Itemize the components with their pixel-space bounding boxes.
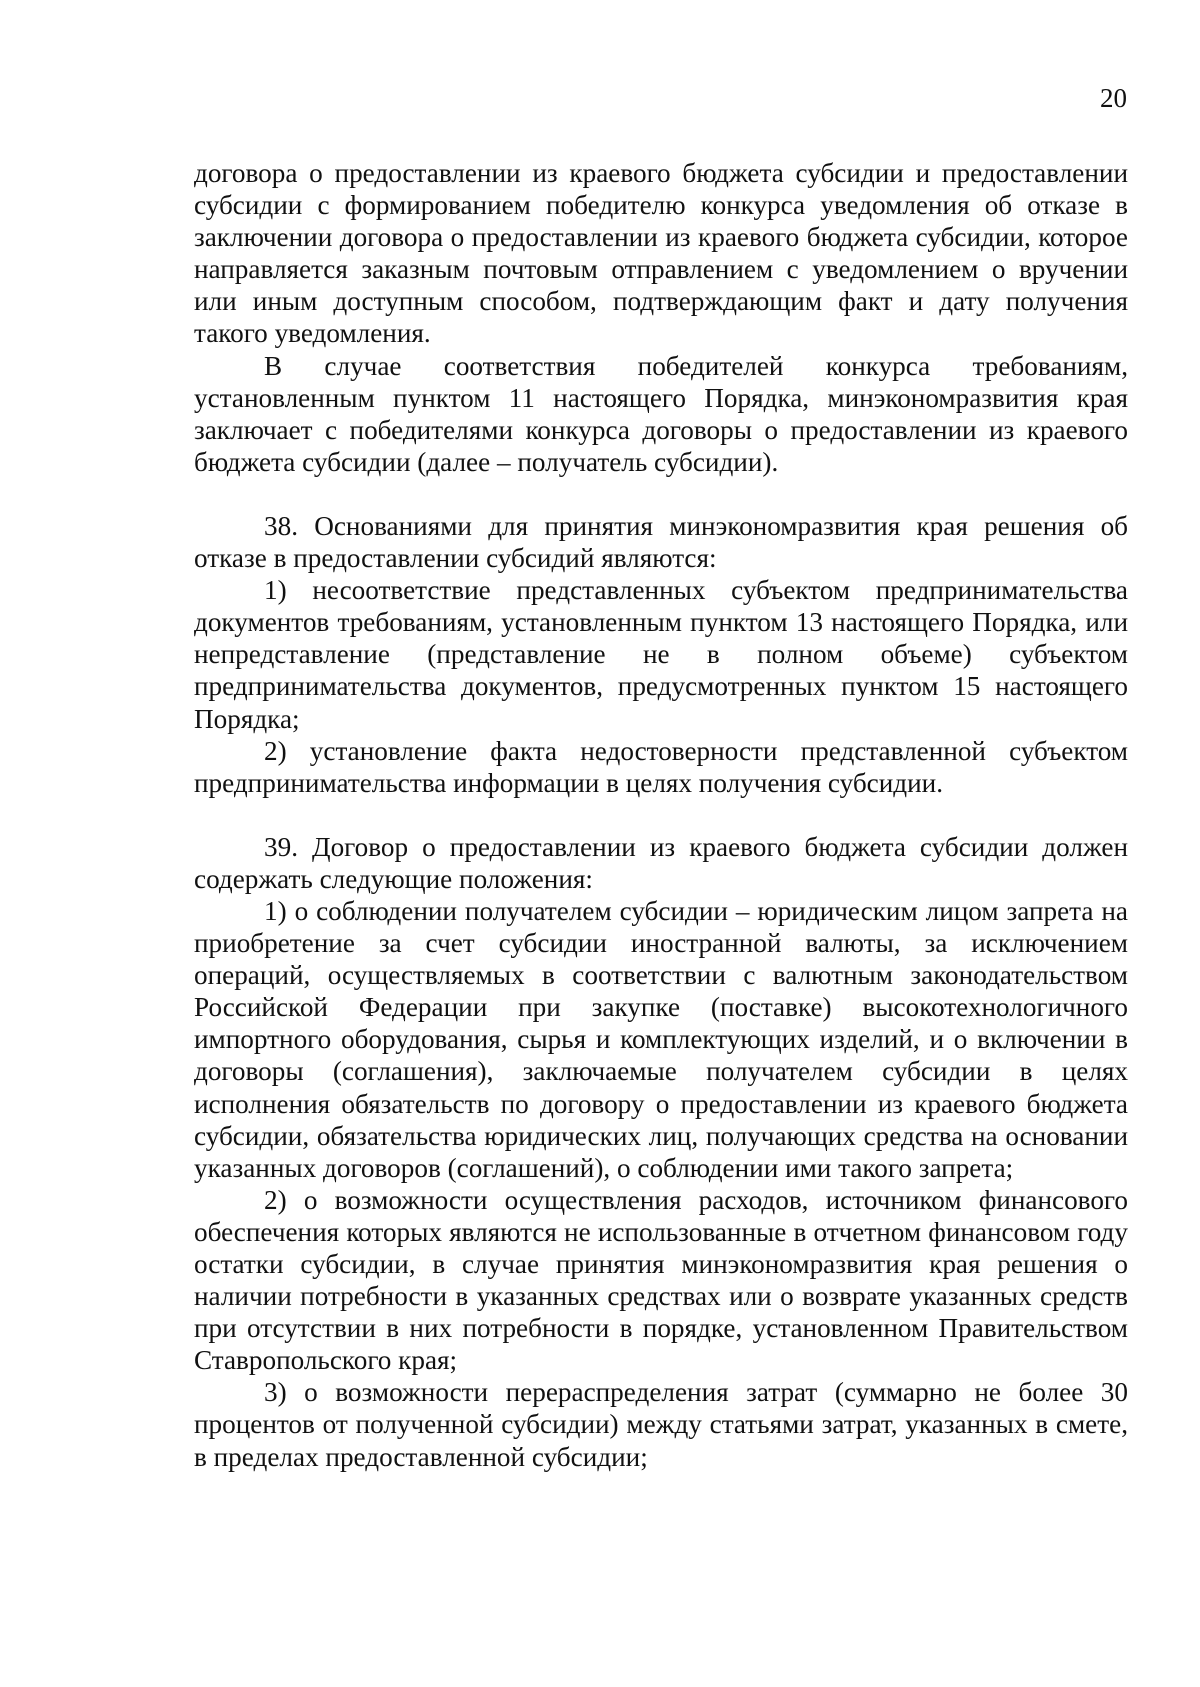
page-number: 20 — [1100, 83, 1127, 113]
paragraph-item-39-1: 1) о соблюдении получателем субсидии – юридическим лицом запрета на приобретение за счет субсидии иностранной валюты, за исключением операций, осуществляемых в соответствии с валютным законодательством Российской Федерации при закупке (поставке) высокотехнологичного импортного оборудования, сырья и комплектующих изделий, и о включении в договоры (соглашения), заключаемые получателем субсидии в целях исполнения обязательств по договору о предоставлении из краевого бюджета субсидии, обязательства юридических лиц, получающих средства на основании указанных договоров (соглашений), о соблюдении ими такого запрета; — [194, 895, 1128, 1183]
paragraph-item-39: 39. Договор о предоставлении из краевого бюджета субсидии должен содержать следующие положения: — [194, 831, 1128, 894]
paragraph-item-38: 38. Основаниями для принятия минэкономразвития края решения об отказе в предоставлении субсидий являются: — [194, 510, 1128, 574]
paragraph-continuation: договора о предоставлении из краевого бюджета субсидии и предоставлении субсидии с формированием победителю конкурса уведомления об отказе в заключении договора о предоставлении из краевого бюджета субсидии, которое направляется заказным почтовым отправлением с уведомлением о вручении или иным доступным способом, подтверждающим факт и дату получения такого уведомления. — [194, 158, 1128, 349]
paragraph-item-39-2: 2) о возможности осуществления расходов, источником финансового обеспечения которых являются не использованные в отчетном финансовом году остатки субсидии, в случае принятия минэкономразвития края решения о наличии потребности в указанных средствах или о возврате указанных средств при отсутствии в них потребности в порядке, установленном Правительством Ставропольского края; — [194, 1184, 1128, 1376]
paragraph-item-38-2: 2) установление факта недостоверности представленной субъектом предпринимательства информации в целях получения субсидии. — [194, 735, 1128, 798]
paragraph-winners-contract: В случае соответствия победителей конкурса требованиям, установленным пунктом 11 настоящего Порядка, минэкономразвития края заключает с победителями конкурса договоры о предоставлении из краевого бюджета субсидии (далее – получатель субсидии). — [194, 350, 1128, 477]
paragraph-item-39-3: 3) о возможности перераспределения затрат (суммарно не более 30 процентов от полученной субсидии) между статьями затрат, указанных в смете, в пределах предоставленной субсидии; — [194, 1377, 1128, 1472]
document-body — [194, 157, 1128, 1473]
paragraph-item-38-1: 1) несоответствие представленных субъектом предпринимательства документов требованиям, установленным пунктом 13 настоящего Порядка, или непредставление (представление не в полном объеме) субъектом предпринимательства документов, предусмотренных пунктом 15 настоящего Порядка; — [194, 575, 1128, 734]
